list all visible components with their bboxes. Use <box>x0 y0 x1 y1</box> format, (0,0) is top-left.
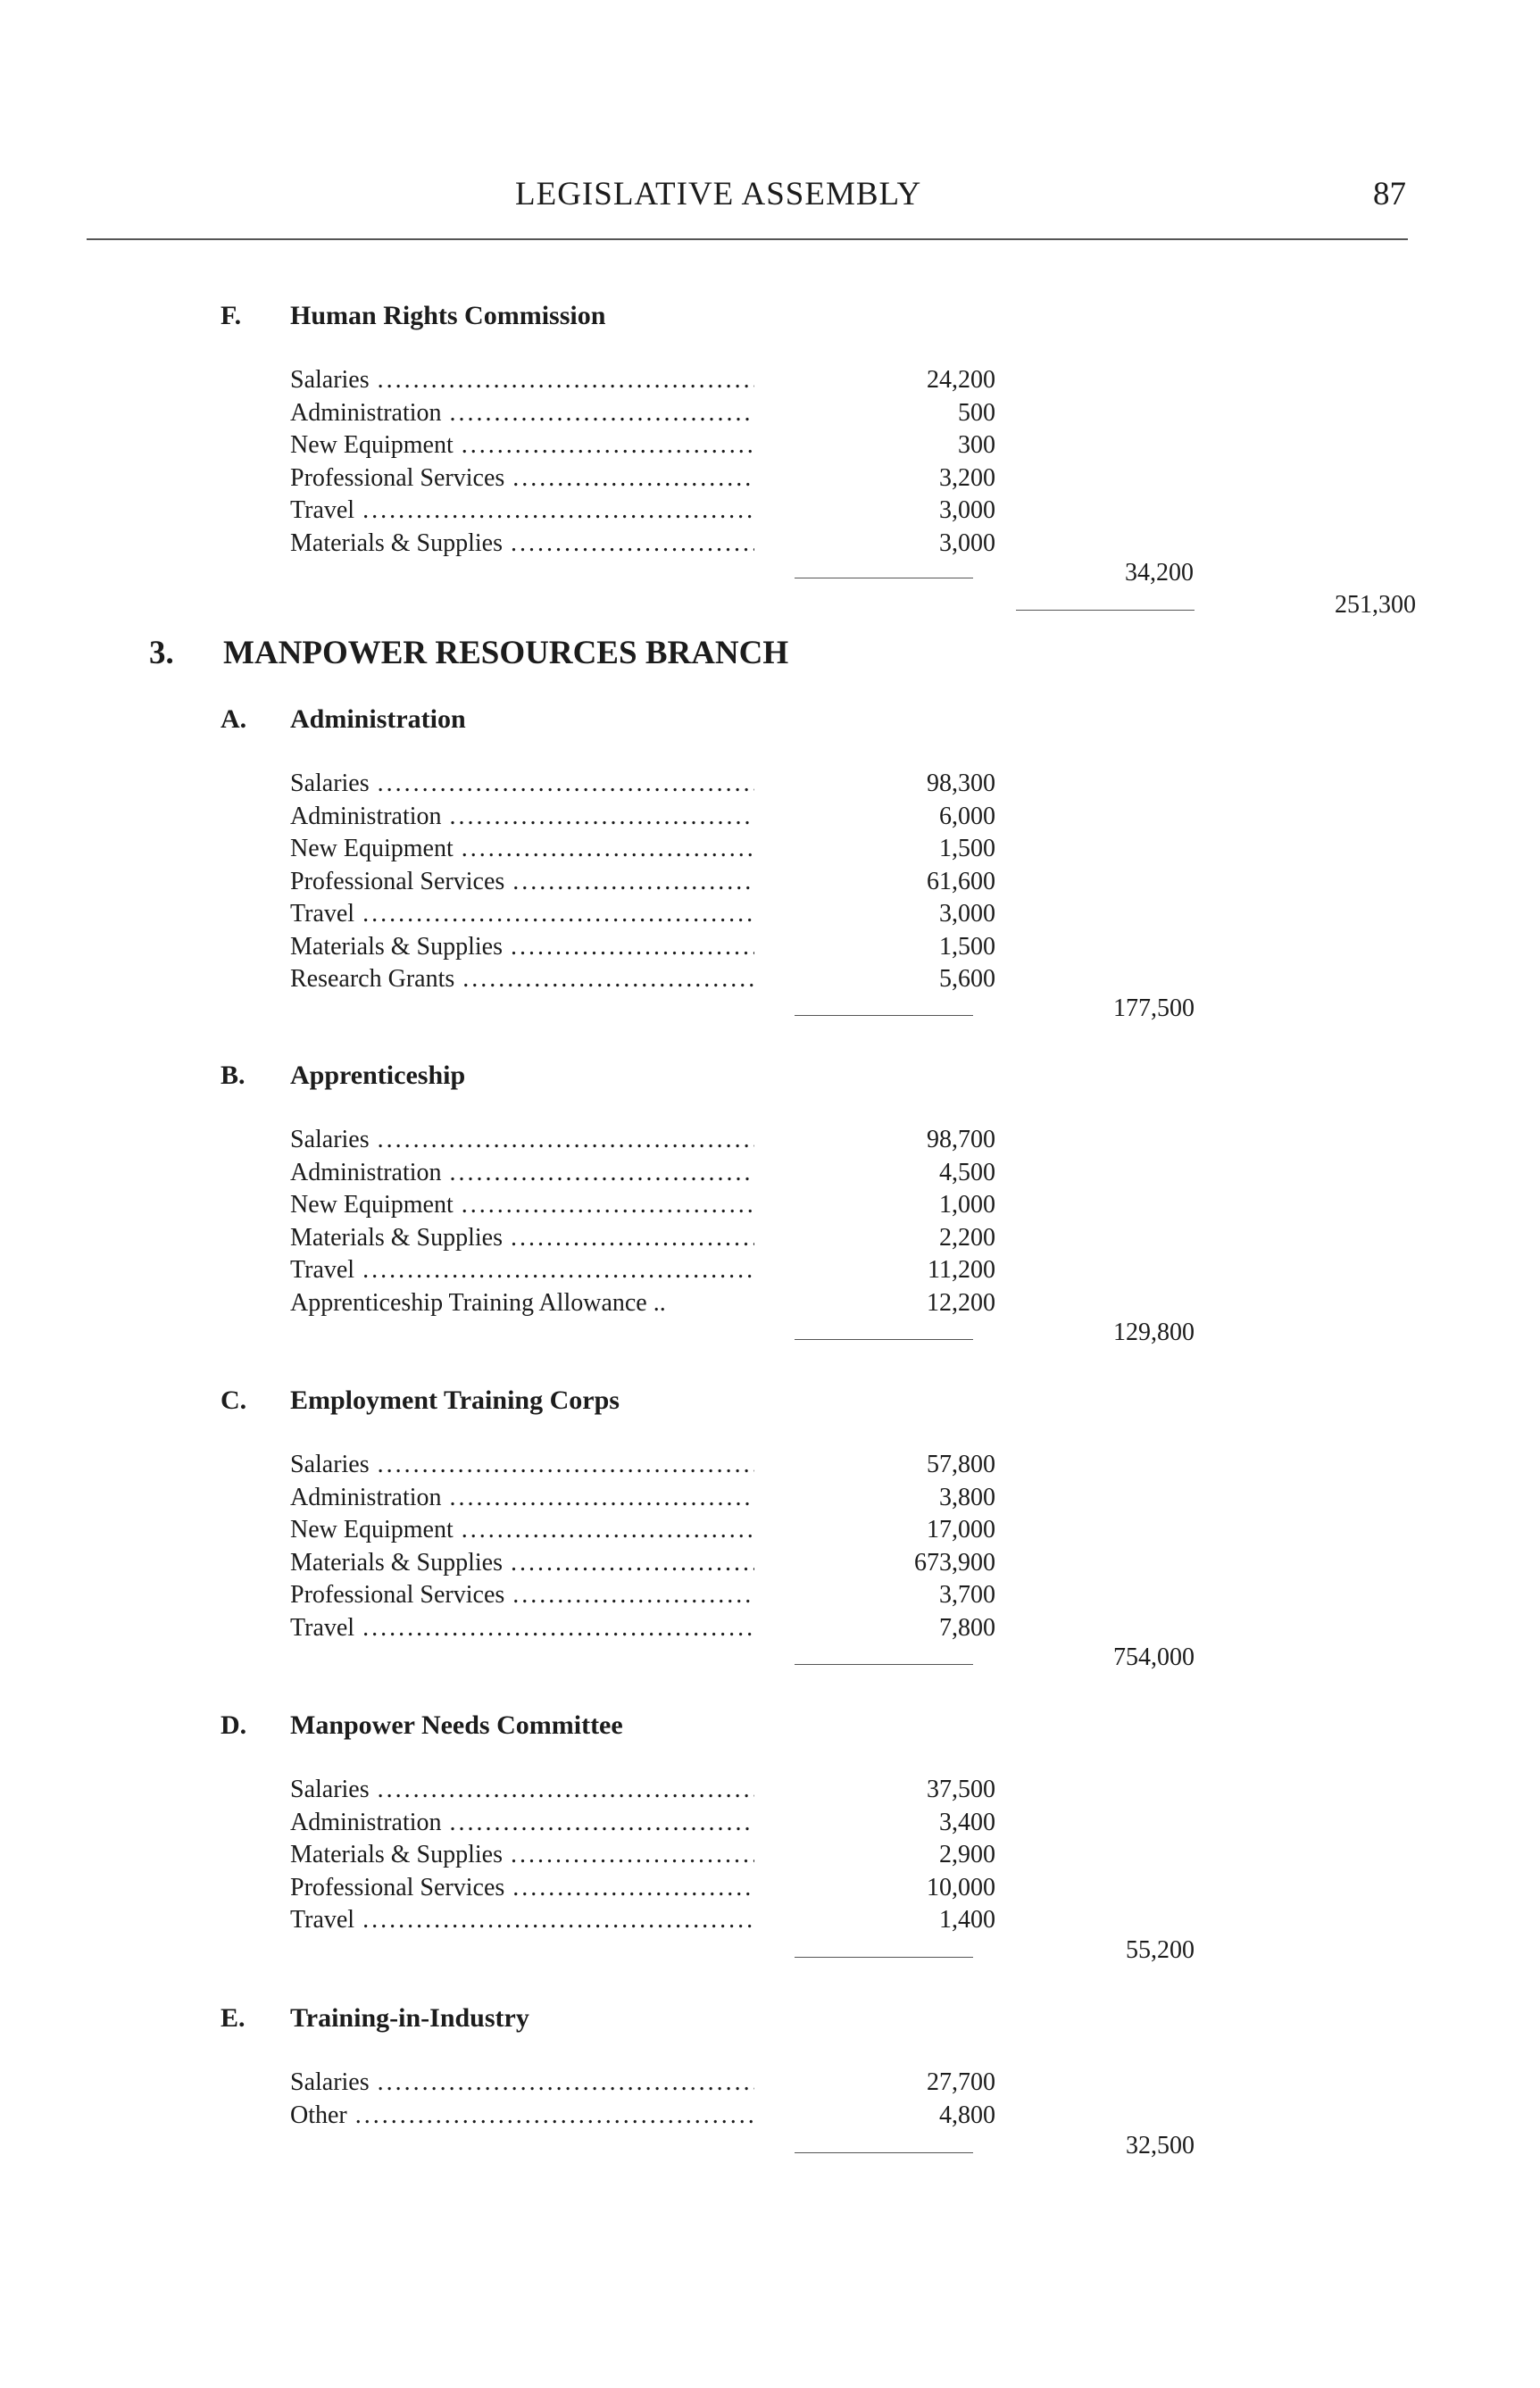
section-heading <box>221 300 1247 332</box>
section-subtotal: 55,200 <box>1126 1936 1195 1964</box>
line-item-label: Professional Services <box>290 868 508 895</box>
line-items <box>290 1449 1247 1644</box>
line-item <box>290 1904 1247 1937</box>
line-item <box>290 768 1247 801</box>
line-item-amount: 27,700 <box>927 2068 995 2096</box>
line-item <box>290 429 1247 462</box>
section-heading <box>221 1710 1247 1742</box>
line-item <box>290 1482 1247 1515</box>
line-item-amount: 98,700 <box>927 1126 995 1153</box>
section-title: Human Rights Commission <box>290 301 606 330</box>
line-item <box>290 1189 1247 1222</box>
line-item-label: Travel <box>290 900 358 928</box>
line-item-amount: 57,800 <box>927 1451 995 1478</box>
line-item <box>290 1547 1247 1580</box>
line-item-label: Salaries <box>290 2068 373 2096</box>
line-item-amount: 2,200 <box>939 1223 995 1252</box>
line-item-amount: 11,200 <box>928 1256 995 1284</box>
section-subtotal: 129,800 <box>1113 1319 1195 1346</box>
subtotal-rule <box>795 1015 973 1016</box>
line-item-amount: 1,500 <box>939 932 995 961</box>
line-item <box>290 1839 1247 1872</box>
line-item-amount: 10,000 <box>927 1873 995 1901</box>
line-item-amount: 3,000 <box>939 900 995 928</box>
line-item-label: Materials & Supplies <box>290 933 506 961</box>
line-item-label: New Equipment <box>290 835 457 862</box>
line-item <box>290 898 1247 931</box>
section-human-rights-commission <box>221 300 1247 560</box>
line-items <box>290 2067 1247 2132</box>
header-rule <box>87 238 1408 240</box>
line-item <box>290 1124 1247 1157</box>
line-item-amount: 1,400 <box>939 1906 995 1934</box>
subtotal-rule <box>795 2152 973 2153</box>
line-item <box>290 1514 1247 1547</box>
section-letter: B. <box>221 1061 246 1090</box>
line-item-amount: 3,400 <box>939 1808 995 1836</box>
line-item-label: Administration <box>290 1484 445 1511</box>
line-item-amount: 6,000 <box>939 802 995 830</box>
line-item-amount: 673,900 <box>914 1548 995 1577</box>
line-item-label: Professional Services <box>290 1581 508 1609</box>
line-item <box>290 1222 1247 1255</box>
line-items <box>290 768 1247 996</box>
subtotal-rule <box>795 1664 973 1665</box>
line-item-amount: 300 <box>958 431 995 459</box>
line-item <box>290 963 1247 996</box>
subtotal-rule <box>795 1957 973 1958</box>
line-item-amount: 3,800 <box>939 1483 995 1511</box>
line-item-label: Research Grants <box>290 965 458 993</box>
line-item-amount: 4,800 <box>939 2101 995 2129</box>
section-manpower-needs-committee <box>221 1710 1247 1937</box>
line-item <box>290 1287 1247 1320</box>
section-training-in-industry <box>221 2002 1247 2132</box>
line-item-amount: 3,700 <box>939 1581 995 1609</box>
section-title: Apprenticeship <box>290 1061 466 1090</box>
line-items <box>290 1124 1247 1319</box>
line-item-label: Administration <box>290 1809 445 1836</box>
line-item-amount: 3,000 <box>939 528 995 557</box>
line-item-label: Other <box>290 2101 351 2129</box>
line-item-amount: 4,500 <box>939 1158 995 1186</box>
line-item-amount: 2,900 <box>939 1841 995 1868</box>
line-item-label: Salaries <box>290 1776 373 1803</box>
line-item-label: Salaries <box>290 366 373 394</box>
line-item-amount: 98,300 <box>927 770 995 797</box>
line-item-label: Materials & Supplies <box>290 1549 506 1577</box>
line-item-label: Travel <box>290 1906 358 1934</box>
line-item-label: Materials & Supplies <box>290 1224 506 1252</box>
subtotal-rule <box>795 1339 973 1340</box>
branch-total-rule <box>1016 610 1195 611</box>
page-number: 87 <box>1373 176 1406 212</box>
section-heading <box>221 2002 1247 2034</box>
line-item-label: New Equipment <box>290 1516 457 1543</box>
line-item <box>290 1579 1247 1612</box>
line-item <box>290 1254 1247 1287</box>
line-item <box>290 528 1247 561</box>
line-item-amount: 7,800 <box>939 1613 995 1642</box>
line-item-amount: 17,000 <box>927 1516 995 1543</box>
line-item <box>290 1807 1247 1840</box>
line-item-label: Materials & Supplies <box>290 529 506 557</box>
section-subtotal: 34,200 <box>1125 559 1194 587</box>
line-item-amount: 5,600 <box>939 965 995 993</box>
line-item <box>290 1449 1247 1482</box>
line-item-label: Salaries <box>290 1451 373 1478</box>
line-item-amount: 3,200 <box>939 463 995 492</box>
branch-heading <box>149 634 788 672</box>
section-heading <box>221 703 1247 736</box>
line-item <box>290 2067 1247 2100</box>
section-title: Training-in-Industry <box>290 2003 529 2033</box>
line-item-label: Administration <box>290 803 445 830</box>
line-item-amount: 61,600 <box>927 867 995 895</box>
line-item <box>290 931 1247 964</box>
line-item <box>290 833 1247 866</box>
line-item-amount: 1,500 <box>939 835 995 862</box>
line-item-amount: 37,500 <box>927 1776 995 1803</box>
line-item-label: New Equipment <box>290 1191 457 1219</box>
line-item-label: Administration <box>290 399 445 427</box>
line-item <box>290 1872 1247 1905</box>
line-item-label: Professional Services <box>290 464 508 492</box>
section-employment-training-corps <box>221 1385 1247 1644</box>
line-item-amount: 3,000 <box>939 496 995 524</box>
section-letter: E. <box>221 2003 246 2033</box>
section-letter: A. <box>221 704 247 734</box>
line-item-amount: 500 <box>958 398 995 427</box>
line-item <box>290 364 1247 397</box>
section-title: Manpower Needs Committee <box>290 1710 623 1740</box>
section-title: Employment Training Corps <box>290 1385 620 1415</box>
line-item <box>290 1157 1247 1190</box>
line-item <box>290 397 1247 430</box>
line-item-label: Professional Services <box>290 1874 508 1901</box>
branch-total: 251,300 <box>1335 591 1416 619</box>
section-subtotal: 32,500 <box>1126 2132 1195 2159</box>
line-item-label: Apprenticeship Training Allowance .. <box>290 1289 670 1317</box>
line-item-label: Travel <box>290 1256 358 1284</box>
line-item-label: Materials & Supplies <box>290 1841 506 1868</box>
line-item <box>290 462 1247 495</box>
page-header-title: LEGISLATIVE ASSEMBLY <box>515 176 922 212</box>
line-items <box>290 1774 1247 1937</box>
line-item-amount: 12,200 <box>927 1288 995 1317</box>
line-item-label: Travel <box>290 496 358 524</box>
branch-number: 3. <box>149 635 174 671</box>
branch-title: MANPOWER RESOURCES BRANCH <box>223 635 789 671</box>
line-item-label: New Equipment <box>290 431 457 459</box>
line-items <box>290 364 1247 560</box>
section-administration <box>221 703 1247 996</box>
line-item-label: Administration <box>290 1159 445 1186</box>
line-item <box>290 801 1247 834</box>
section-title: Administration <box>290 704 466 734</box>
line-item <box>290 1774 1247 1807</box>
line-item <box>290 2100 1247 2133</box>
section-letter: C. <box>221 1385 247 1415</box>
section-apprenticeship <box>221 1060 1247 1319</box>
section-subtotal: 754,000 <box>1113 1643 1195 1671</box>
line-item <box>290 495 1247 528</box>
line-item-label: Salaries <box>290 770 373 797</box>
line-item-label: Salaries <box>290 1126 373 1153</box>
line-item-amount: 1,000 <box>939 1191 995 1219</box>
line-item <box>290 866 1247 899</box>
section-heading <box>221 1060 1247 1092</box>
line-item <box>290 1612 1247 1645</box>
section-subtotal: 177,500 <box>1113 994 1195 1022</box>
section-letter: D. <box>221 1710 247 1740</box>
section-letter: F. <box>221 301 242 330</box>
line-item-amount: 24,200 <box>927 366 995 394</box>
section-heading <box>221 1385 1247 1417</box>
line-item-label: Travel <box>290 1614 358 1642</box>
